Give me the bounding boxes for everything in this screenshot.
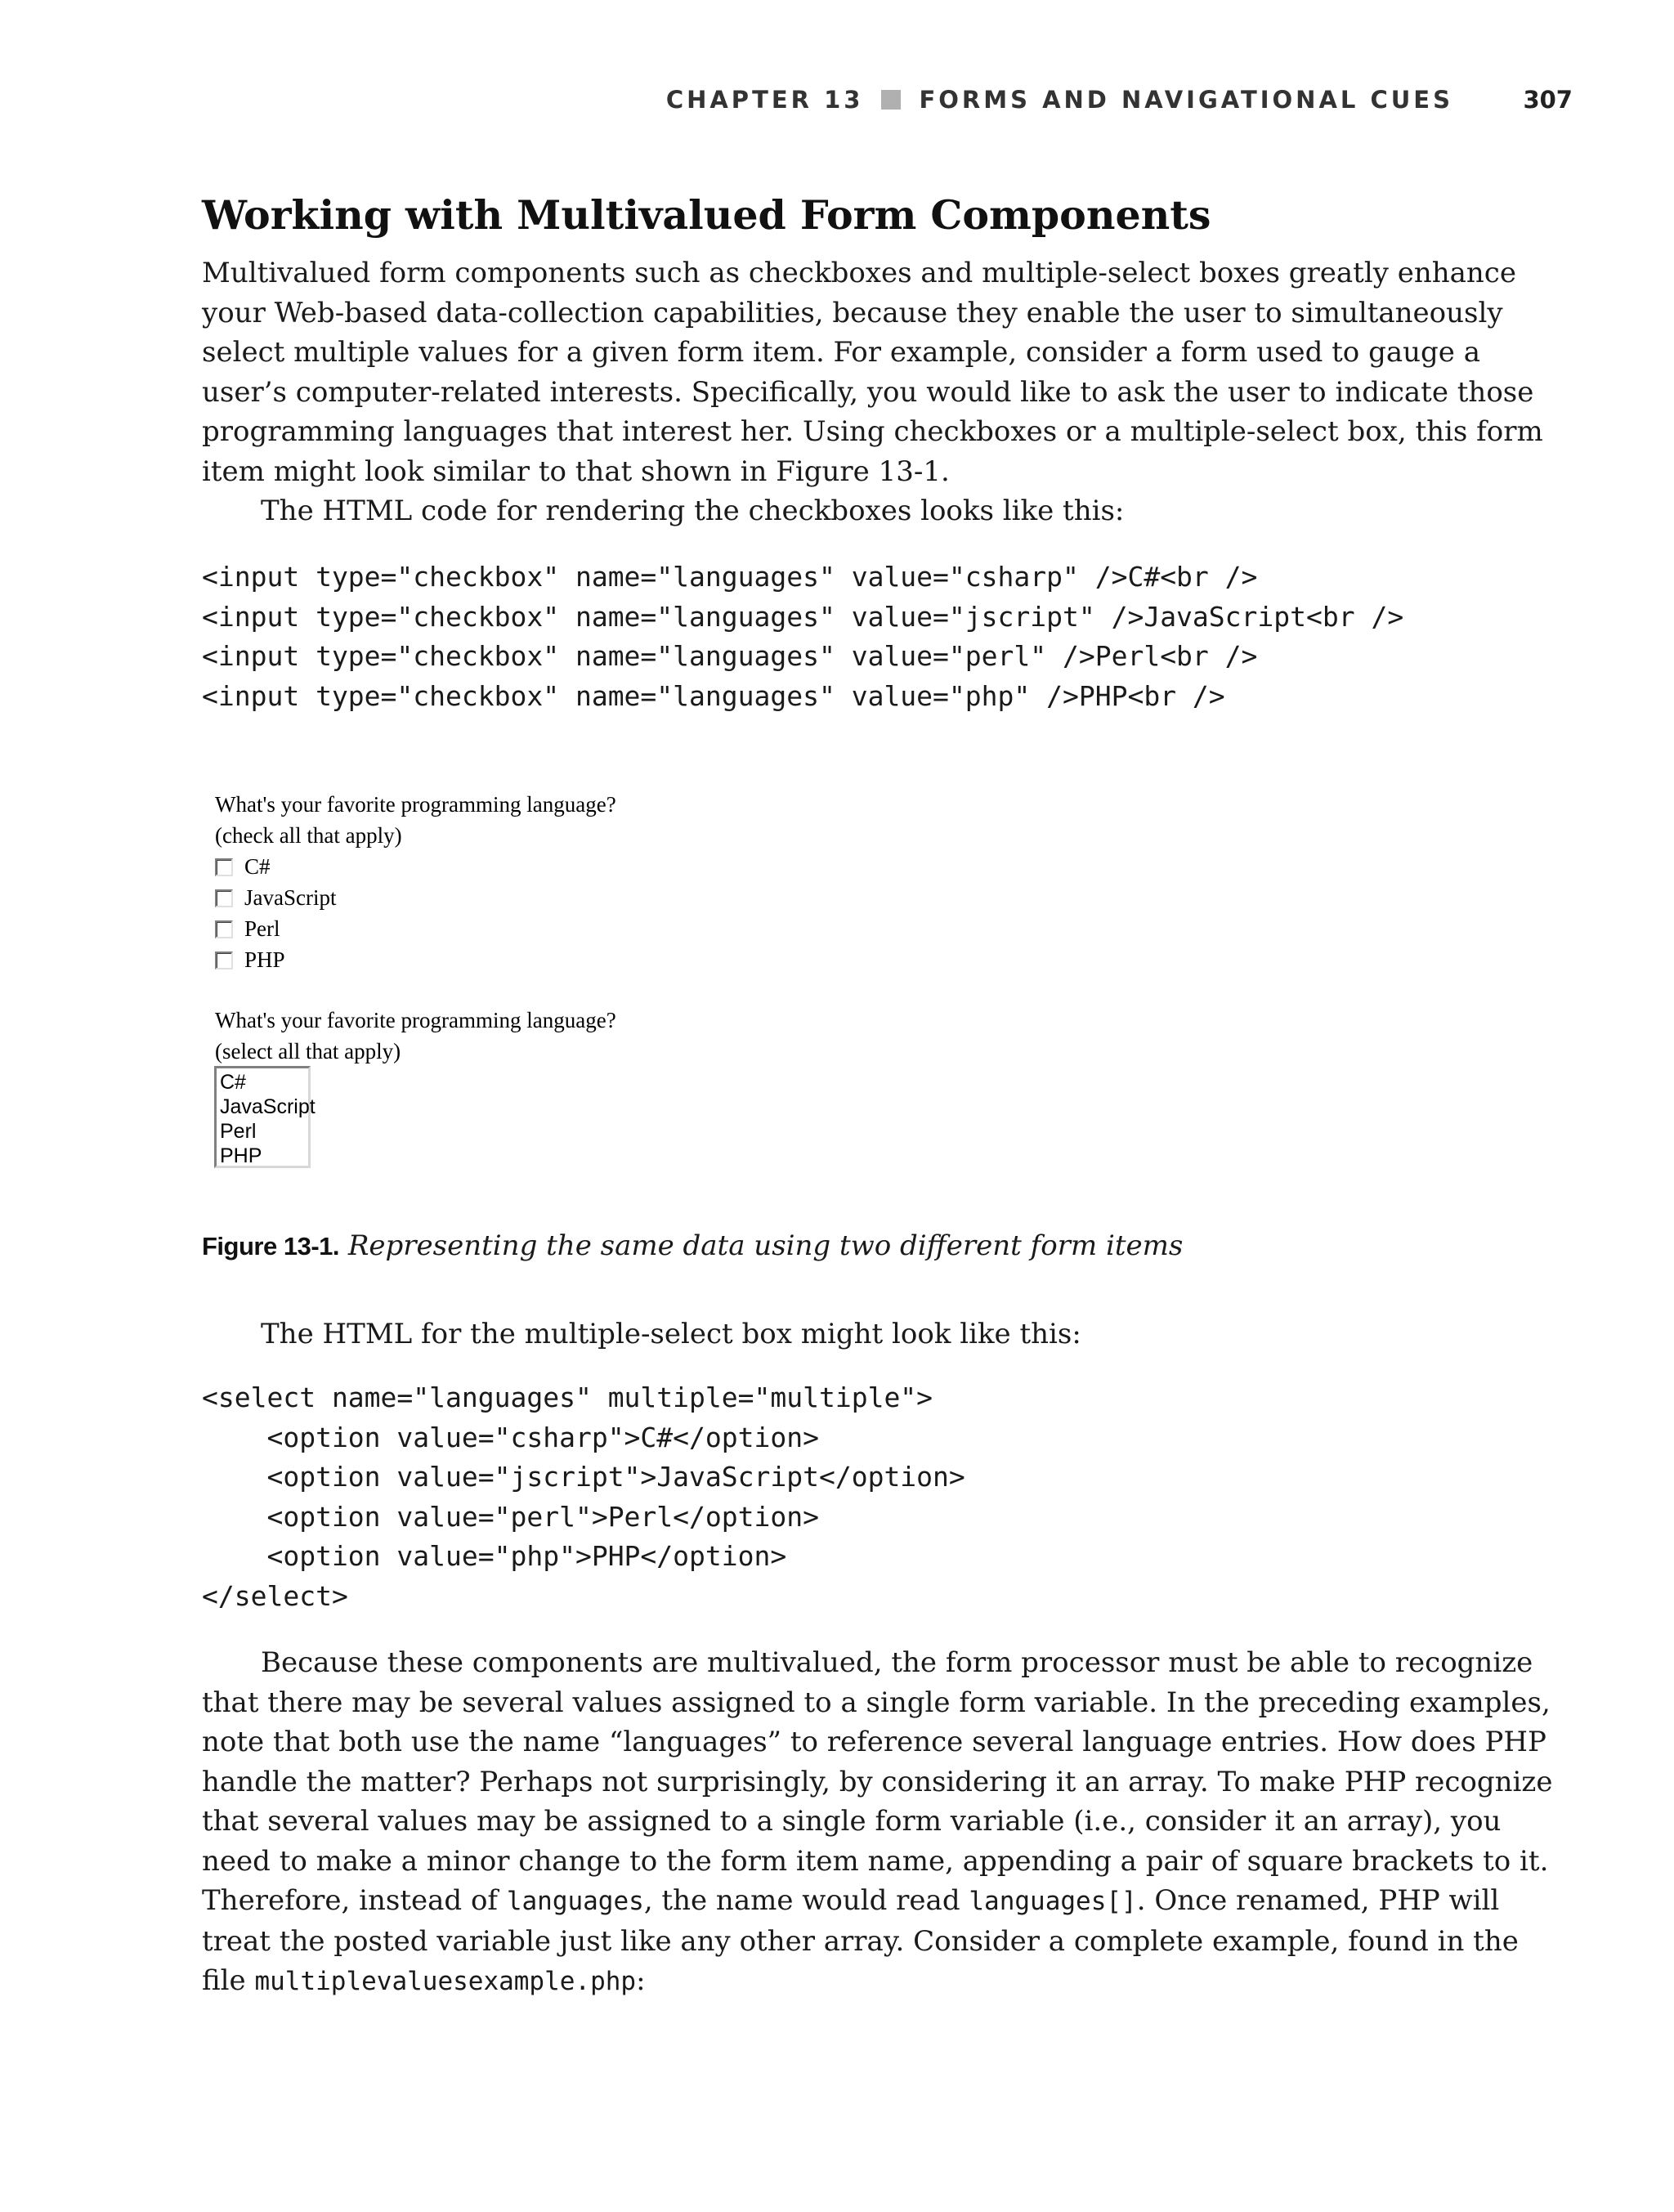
inline-code: languages: [506, 1887, 644, 1916]
checkbox-code-listing: [202, 557, 1510, 716]
select-option-javascript[interactable]: JavaScript: [220, 1095, 316, 1118]
checkbox-label: Perl: [244, 916, 280, 941]
select-form-hint: (select all that apply): [215, 1039, 401, 1063]
select-code-intro-paragraph: [202, 1314, 1452, 1355]
checkbox-perl[interactable]: [215, 920, 233, 938]
running-header-title: [666, 82, 1453, 118]
paragraph-line: note that both use the name “languages” to reference several language entries. How does PHP: [202, 1726, 1546, 1758]
section-title: Working with Multivalued Form Components: [202, 191, 1211, 239]
paragraph-line: [202, 1881, 1500, 1922]
languages-multiselect[interactable]: [214, 1066, 316, 1168]
checkbox-javascript[interactable]: [215, 889, 233, 907]
code-line: <input type="checkbox" name="languages" value="jscript" />JavaScript<br />: [202, 600, 1404, 633]
inline-code: languages[]: [969, 1887, 1137, 1916]
code-line: <option value="php">PHP</option>: [202, 1540, 787, 1572]
paragraph-line: need to make a minor change to the form item name, appending a pair of square brackets to it.: [202, 1844, 1549, 1878]
text-segment: . Once renamed, PHP will: [1136, 1884, 1500, 1917]
select-option-php[interactable]: PHP: [220, 1144, 262, 1167]
inline-code-filename: multiplevaluesexample.php: [254, 1967, 637, 1996]
intro-paragraph: [202, 253, 1543, 531]
checkbox-option-php[interactable]: [215, 945, 285, 974]
text-segment: :: [636, 1964, 646, 1997]
chapter-label: CHAPTER 13: [665, 86, 864, 114]
checkbox-php[interactable]: [215, 952, 233, 969]
paragraph-line: item might look similar to that shown in Figure 13-1.: [202, 454, 950, 488]
paragraph-line: Because these components are multivalued, the form processor must be able to recognize: [261, 1646, 1533, 1679]
code-line: <option value="perl">Perl</option>: [202, 1500, 819, 1533]
figure-13-1: [202, 785, 709, 1193]
checkbox-form-question: What's your favorite programming language?: [215, 792, 616, 817]
checkbox-option-perl[interactable]: [215, 914, 280, 943]
paragraph-line: handle the matter? Perhaps not surprisingly, by considering it an array. To make PHP recognize: [202, 1765, 1553, 1798]
paragraph-line: your Web-based data-collection capabilities, because they enable the user to simultaneously: [202, 296, 1503, 329]
checkbox-option-javascript[interactable]: [215, 883, 336, 912]
code-line: <option value="csharp">C#</option>: [202, 1421, 819, 1453]
code-line: <select name="languages" multiple="multiple">: [202, 1381, 933, 1413]
text-segment: file: [202, 1964, 255, 1997]
paragraph-line: [202, 1961, 1452, 2002]
closing-paragraph: [202, 1643, 1553, 2002]
select-option-perl[interactable]: Perl: [220, 1120, 257, 1143]
checkbox-csharp[interactable]: [215, 858, 233, 876]
paragraph-line: user’s computer-related interests. Specifically, you would like to ask the user to indicate those: [202, 375, 1534, 409]
figure-caption-label: Figure 13-1.: [202, 1232, 339, 1260]
text-segment: Therefore, instead of: [202, 1884, 507, 1917]
checkbox-label: PHP: [244, 947, 285, 972]
code-line: <input type="checkbox" name="languages" value="perl" />Perl<br />: [202, 640, 1258, 672]
chapter-section-title: FORMS AND NAVIGATIONAL CUES: [919, 86, 1453, 114]
code-line: <input type="checkbox" name="languages" value="php" />PHP<br />: [202, 679, 1225, 712]
checkbox-label: C#: [244, 854, 271, 879]
running-header: [0, 82, 1674, 118]
select-option-csharp[interactable]: C#: [220, 1071, 246, 1094]
text-segment: , the name would read: [643, 1884, 969, 1917]
code-line: <input type="checkbox" name="languages" value="csharp" />C#<br />: [202, 561, 1258, 593]
figure-caption: [202, 1226, 1183, 1266]
page-number: 307: [1523, 86, 1573, 114]
paragraph-line: treat the posted variable just like any other array. Consider a complete example, found in the: [202, 1924, 1519, 1958]
paragraph-line: that several values may be assigned to a single form variable (i.e., consider it an array), you: [202, 1805, 1502, 1838]
paragraph-line: that there may be several values assigned to a single form variable. In the preceding examples,: [202, 1686, 1551, 1719]
checkbox-form-hint: (check all that apply): [215, 823, 402, 848]
paragraph-line: select multiple values for a given form item. For example, consider a form used to gauge a: [202, 336, 1480, 369]
code-line: </select>: [202, 1579, 348, 1612]
select-form-question: What's your favorite programming language?: [215, 1008, 616, 1032]
select-code-listing: [202, 1378, 1510, 1616]
figure-caption-text: Representing the same data using two different form items: [347, 1229, 1184, 1262]
paragraph-line: Multivalued form components such as checkboxes and multiple-select boxes greatly enhance: [202, 257, 1516, 289]
checkbox-code-intro: The HTML code for rendering the checkboxes looks like this:: [261, 495, 1125, 527]
square-bullet-icon: [881, 90, 901, 110]
select-code-intro: The HTML for the multiple-select box might look like this:: [261, 1318, 1081, 1350]
checkbox-option-csharp[interactable]: [215, 852, 271, 881]
code-line: <option value="jscript">JavaScript</option>: [202, 1461, 965, 1493]
checkbox-label: JavaScript: [244, 885, 337, 910]
paragraph-line: programming languages that interest her. Using checkboxes or a multiple-select box, this form: [202, 415, 1543, 448]
